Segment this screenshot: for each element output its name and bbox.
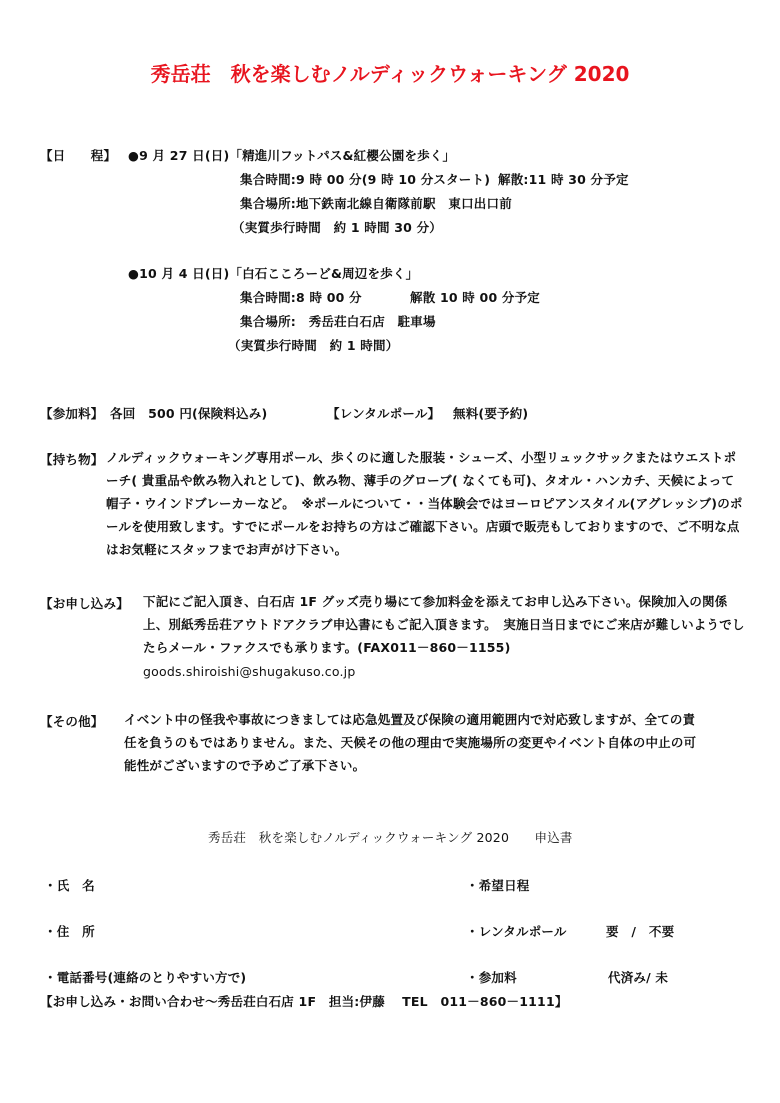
fee-label: 【参加料】	[40, 406, 104, 421]
form-rental-options: 要 / 不要	[606, 924, 675, 939]
rental-value: 無料(要予約)	[453, 406, 529, 421]
form-rental-label: ・レンタルポール	[466, 924, 567, 939]
event2-walk: （実質歩行時間 約 1 時間）	[228, 338, 399, 353]
page-title: 秀岳荘 秋を楽しむノルディックウォーキング 2020	[150, 62, 630, 86]
event1-walk: （実質歩行時間 約 1 時間 30 分）	[232, 220, 443, 235]
fee-value: 各回 500 円(保険料込み)	[110, 406, 268, 421]
event2-heading: ●10 月 4 日(日)「白石こころーど&周辺を歩く」	[128, 266, 419, 281]
schedule-label: 【日 程】	[40, 148, 117, 163]
form-name-label: ・氏 名	[44, 878, 95, 893]
event2-gather-time: 集合時間:8 時 00 分	[240, 290, 362, 305]
form-title: 秀岳荘 秋を楽しむノルディックウォーキング 2020 申込書	[208, 830, 573, 845]
event1-place: 集合場所:地下鉄南北線自衛隊前駅 東口出口前	[240, 196, 512, 211]
apply-text: 下記にご記入頂き、白石店 1F グッズ売り場にて参加料金を添えてお申し込み下さい。保険加入の関係上、別紙秀岳荘アウトドアクラブ申込書にもご記入頂きます。 実施日当日までにご来店が難しいようでしたらメール・ファクスでも承ります。(FAX011－860－1155)	[143, 594, 745, 655]
other-text: イベント中の怪我や事故につきましては応急処置及び保険の適用範囲内で対応致しますが、全ての責任を負うのもではありません。また、天候その他の理由で実施場所の変更やイベント自体の中止の可能性がございますので予めご了承下さい。	[124, 712, 697, 773]
event2-place: 集合場所: 秀岳荘白石店 駐車場	[240, 314, 436, 329]
form-date-label: ・希望日程	[466, 878, 530, 893]
other-label: 【その他】	[40, 714, 104, 729]
form-fee-status: 代済み/ 未	[608, 970, 669, 985]
form-fee-label: ・参加料	[466, 970, 517, 985]
event1-gather-time: 集合時間:9 時 00 分(9 時 10 分スタート)	[240, 172, 491, 187]
apply-email[interactable]: goods.shiroishi@shugakuso.co.jp	[143, 664, 356, 679]
event1-heading: ●9 月 27 日(日)「精進川フットパス&紅櫻公園を歩く」	[128, 148, 456, 163]
event2-dismiss: 解散 10 時 00 分予定	[410, 290, 540, 305]
event1-dismiss: 解散:11 時 30 分予定	[498, 172, 629, 187]
items-text: ノルディックウォーキング専用ポール、歩くのに適した服装・シューズ、小型リュックサックまたはウエストポーチ( 貴重品や飲み物入れとして)、飲み物、薄手のグローブ( なくても可)、タオル・ハンカチ、天候によって帽子・ウインドブレーカーなど。 ※ポールについて・・当体験会ではヨーロピアンスタイル(アグレッシブ)のポールを使用致します。すでにポールをお持ちの方はご確認下さい。店頭で販売もしておりますので、ご不明な点はお気軽にスタッフまでお声がけ下さい。	[106, 450, 743, 557]
apply-label: 【お申し込み】	[40, 596, 129, 611]
items-label: 【持ち物】	[40, 452, 104, 467]
form-address-label: ・住 所	[44, 924, 95, 939]
rental-label: 【レンタルポール】	[327, 406, 441, 421]
form-phone-label: ・電話番号(連絡のとりやすい方で)	[44, 970, 247, 985]
contact-info: 【お申し込み・お問い合わせ～秀岳荘白石店 1F 担当:伊藤 TEL 011－860－1111】	[40, 994, 568, 1009]
